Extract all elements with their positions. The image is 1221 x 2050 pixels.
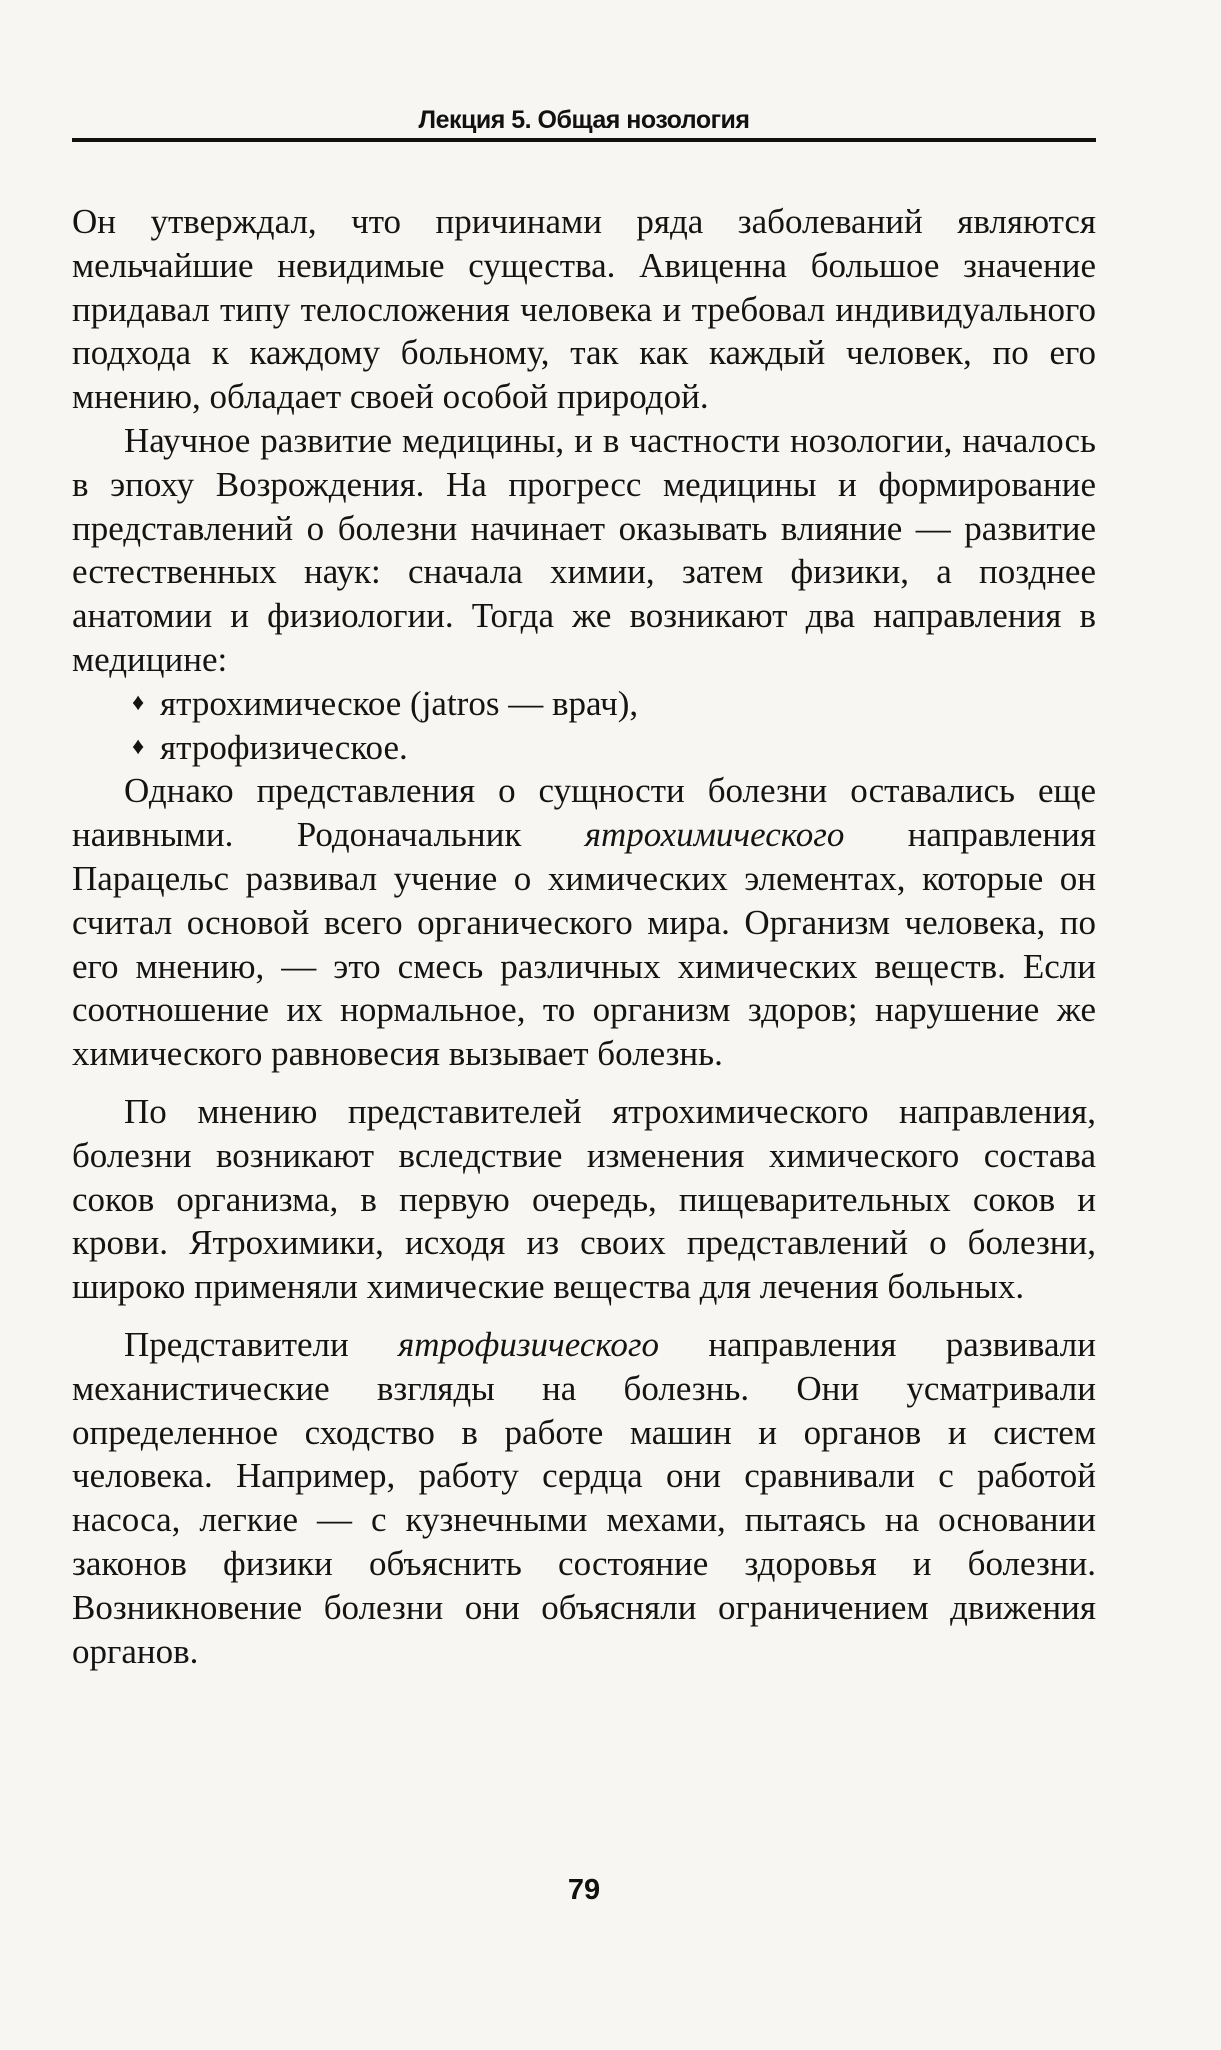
paragraph-5 (72, 1323, 1096, 1673)
paragraph-3-text-start: Однако представления о сущности болезни оставались еще наивными. Родоначальник (72, 771, 1096, 855)
paragraph-2: Научное развитие медицины, и в частности нозологии, началось в эпоху Возрождения. На прогресс медицины и формирование представлений о болезни начинает оказывать влияние — развитие естественных наук: сначала химии, затем физики, а позднее анатомии и физиологии. Тогда же возникают два направления в медицине: (72, 420, 1096, 679)
paragraph-4: По мнению представителей ятрохимического направления, болезни возникают вследствие изменения химического состава соков организма, в первую очередь, пищеварительных соков и крови. Ятрохимики, исходя из своих представлений о болезни, широко применяли химические вещества для лечения больных. (72, 1091, 1096, 1307)
list-item-text: ятрохимическое (jatros — врач), (160, 683, 639, 723)
paragraph-5-text-end: направления развивали механистические взгляды на болезнь. Они усматривали определенное сходство в работе машин и органов и систем человека. Например, работу сердца они сравнивали с работой насоса, легкие — с кузнечными мехами, пытаясь на основании законов физики объяснить состояние здоровья и болезни. Возникновение болезни они объясняли ограничением движения органов. (72, 1324, 1096, 1671)
paragraph-5-text-start: Представители (124, 1324, 398, 1364)
paragraph-3 (72, 769, 1096, 1076)
header-rule (72, 138, 1096, 142)
page-number: 79 (567, 1874, 601, 1906)
list-item (132, 726, 1096, 770)
running-head: Лекция 5. Общая нозология (418, 106, 750, 134)
body-text (72, 200, 1096, 1673)
diamond-bullet-icon: ♦ (132, 689, 145, 716)
term-iatrochemical: ятрохимического (584, 815, 845, 855)
list-item (132, 682, 1096, 726)
bullet-list (72, 682, 1096, 770)
paragraph-3-text-end: направления Парацельс развивал учение о химических элементах, которые он считал основой всего органического мира. Организм человека, по его мнению, — это смесь различных химических веществ. Если соотношение их нормальное, то организм здоров; нарушение же химического равновесия вызывает болезнь. (72, 815, 1096, 1074)
list-item-text: ятрофизическое. (160, 727, 408, 767)
diamond-bullet-icon: ♦ (132, 733, 145, 760)
term-iatrophysical: ятрофизического (398, 1324, 660, 1364)
paragraph-1: Он утверждал, что причинами ряда заболеваний являются мельчайшие невидимые существа. Авиценна большое значение придавал типу телосложения человека и требовал индивидуального подхода к каждому больному, так как каждый человек, по его мнению, обладает своей особой природой. (72, 202, 1096, 417)
